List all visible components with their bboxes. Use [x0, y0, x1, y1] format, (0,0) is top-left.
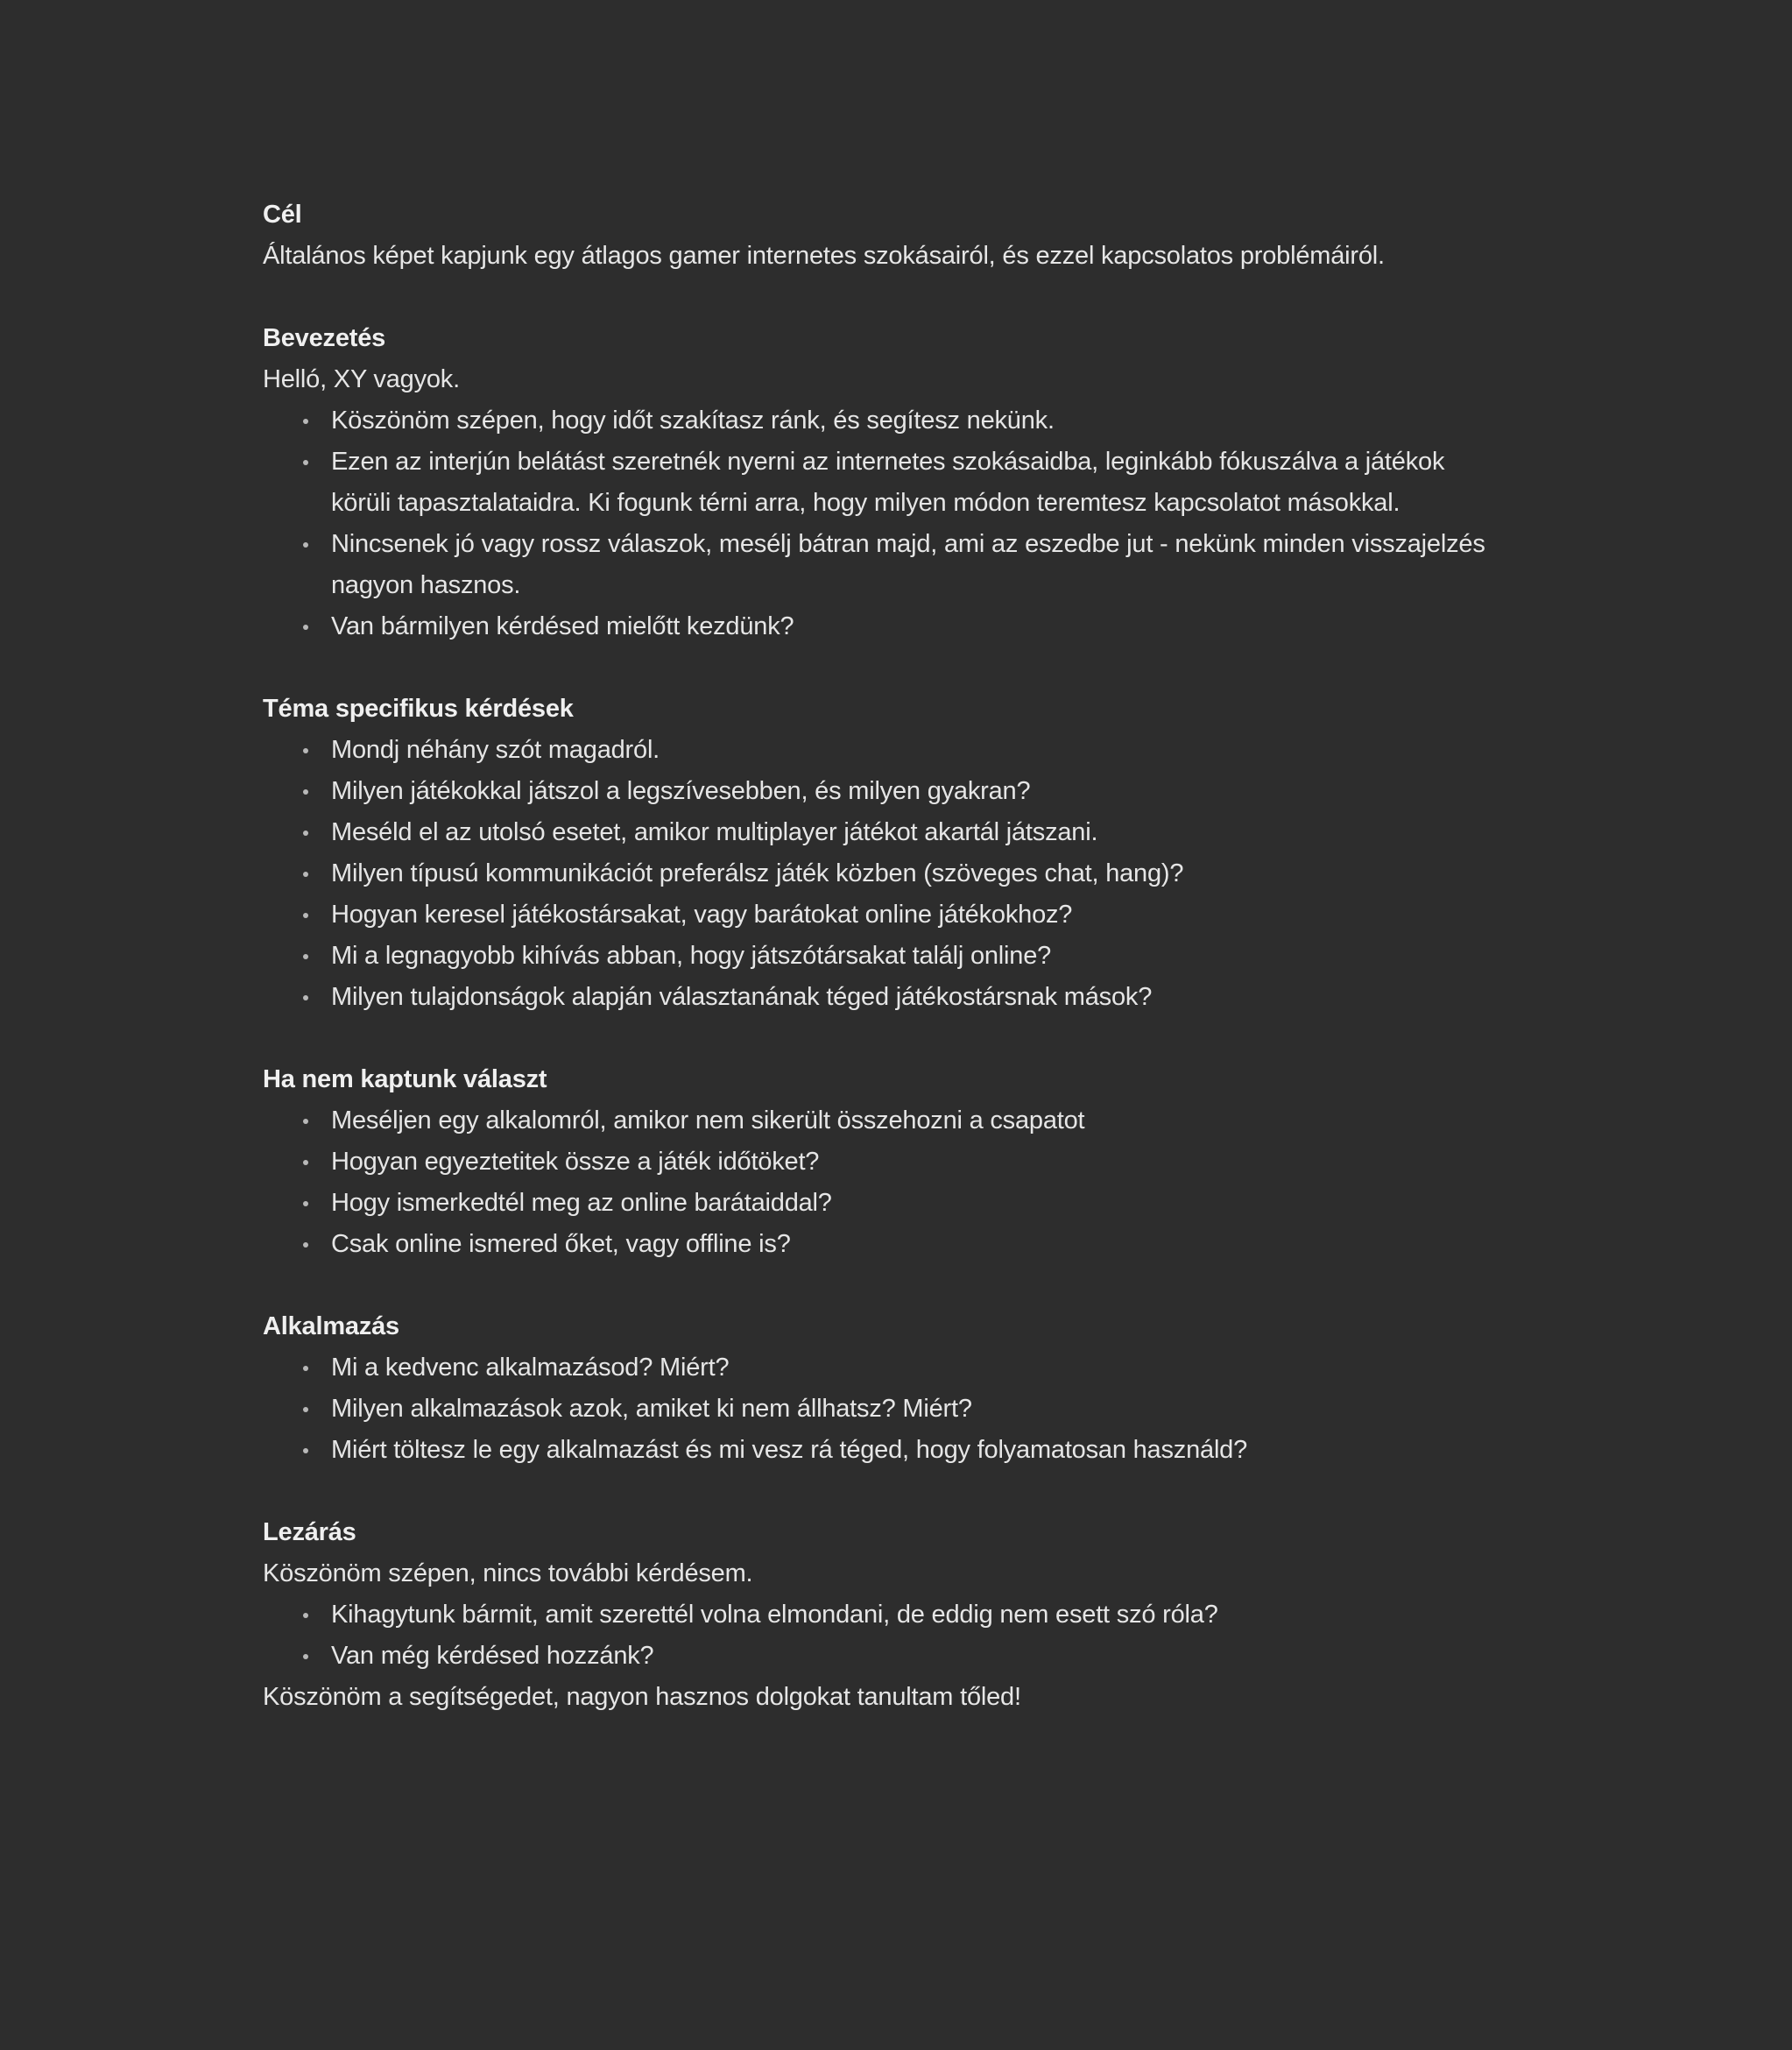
- bullet-item: Milyen játékokkal játszol a legszívesebben, és milyen gyakran?: [263, 771, 1489, 812]
- bullet-item: Ezen az interjún belátást szeretnék nyerni az internetes szokásaidba, leginkább fókuszálva a játékok körüli tapasztalataidra. Ki fogunk térni arra, hogy milyen módon teremtesz kapcsolatot másokkal.: [263, 442, 1489, 524]
- bullet-item: Milyen alkalmazások azok, amiket ki nem állhatsz? Miért?: [263, 1389, 1489, 1430]
- section-heading: Ha nem kaptunk választ: [263, 1065, 547, 1093]
- bullet-item: Mi a legnagyobb kihívás abban, hogy játszótársakat találj online?: [263, 936, 1489, 977]
- section-cel: [263, 194, 1489, 277]
- bullet-item: Milyen típusú kommunikációt preferálsz játék közben (szöveges chat, hang)?: [263, 853, 1489, 894]
- section-lezaras: [263, 1512, 1489, 1718]
- bullet-item: Hogyan keresel játékostársakat, vagy barátokat online játékokhoz?: [263, 894, 1489, 936]
- bullet-list: [263, 1347, 1489, 1471]
- bullet-list: [263, 1100, 1489, 1265]
- section-alkalmazas: [263, 1306, 1489, 1471]
- section-paragraph: Általános képet kapjunk egy átlagos gamer internetes szokásairól, és ezzel kapcsolatos problémáiról.: [263, 242, 1385, 270]
- section-intro: Köszönöm szépen, nincs további kérdésem.: [263, 1559, 753, 1587]
- bullet-item: Van bármilyen kérdésed mielőtt kezdünk?: [263, 606, 1489, 647]
- bullet-item: Milyen tulajdonságok alapján választanának téged játékostársnak mások?: [263, 977, 1489, 1018]
- bullet-list: [263, 400, 1489, 647]
- bullet-item: Van még kérdésed hozzánk?: [263, 1636, 1489, 1677]
- section-bevezetes: [263, 318, 1489, 647]
- bullet-item: Mi a kedvenc alkalmazásod? Miért?: [263, 1347, 1489, 1389]
- bullet-item: Köszönöm szépen, hogy időt szakítasz ránk, és segítesz nekünk.: [263, 400, 1489, 442]
- bullet-item: Nincsenek jó vagy rossz válaszok, mesélj bátran majd, ami az eszedbe jut - nekünk minden visszajelzés nagyon hasznos.: [263, 524, 1489, 606]
- section-heading: Bevezetés: [263, 324, 386, 352]
- section-outro: Köszönöm a segítségedet, nagyon hasznos dolgokat tanultam tőled!: [263, 1683, 1021, 1711]
- section-heading: Alkalmazás: [263, 1312, 399, 1340]
- bullet-item: Hogy ismerkedtél meg az online barátaiddal?: [263, 1183, 1489, 1224]
- bullet-item: Hogyan egyeztetitek össze a játék időtöket?: [263, 1142, 1489, 1183]
- bullet-list: [263, 1594, 1489, 1677]
- section-heading: Téma specifikus kérdések: [263, 695, 574, 723]
- interview-script: [263, 194, 1489, 1718]
- bullet-item: Meséld el az utolsó esetet, amikor multiplayer játékot akartál játszani.: [263, 812, 1489, 853]
- section-heading: Cél: [263, 201, 302, 229]
- section-ha-nem-kaptunk-valaszt: [263, 1059, 1489, 1265]
- bullet-list: [263, 730, 1489, 1018]
- section-tema-specifikus-kerdesek: [263, 689, 1489, 1018]
- section-heading: Lezárás: [263, 1518, 356, 1546]
- section-intro: Helló, XY vagyok.: [263, 365, 460, 393]
- bullet-item: Miért töltesz le egy alkalmazást és mi vesz rá téged, hogy folyamatosan használd?: [263, 1430, 1489, 1471]
- bullet-item: Meséljen egy alkalomról, amikor nem sikerült összehozni a csapatot: [263, 1100, 1489, 1142]
- bullet-item: Csak online ismered őket, vagy offline is?: [263, 1224, 1489, 1265]
- bullet-item: Kihagytunk bármit, amit szerettél volna elmondani, de eddig nem esett szó róla?: [263, 1594, 1489, 1636]
- bullet-item: Mondj néhány szót magadról.: [263, 730, 1489, 771]
